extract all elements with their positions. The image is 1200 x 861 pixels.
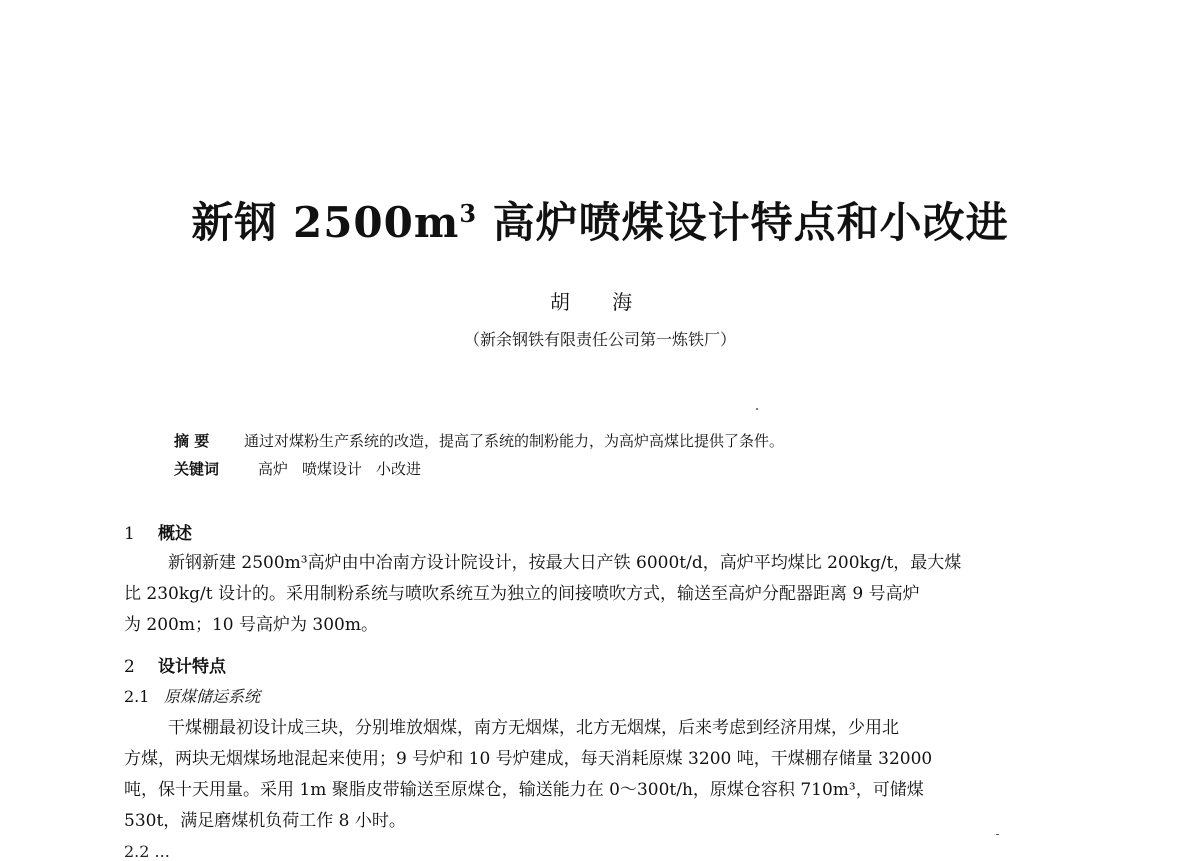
title-main: 新钢 2500m [191, 198, 460, 247]
section-title: 设计特点 [158, 657, 226, 677]
keyword-item: 高炉 [258, 460, 289, 478]
subsection-number: 2.1 [124, 687, 150, 706]
scan-speck [996, 834, 999, 835]
scan-speck [756, 408, 758, 410]
keywords [174, 458, 435, 479]
title-superscript: 3 [459, 199, 478, 228]
paragraph-line: 干煤棚最初设计成三块，分别堆放烟煤，南方无烟煤，北方无烟煤，后来考虑到经济用煤，少用北 [168, 718, 899, 738]
title-rest: 高炉喷煤设计特点和小改进 [477, 198, 1009, 247]
section-1-paragraph [124, 548, 1104, 648]
paragraph-line: 方煤，两块无烟煤场地混起来使用；9 号炉和 10 号炉建成，每天消耗原煤 3200 吨，干煤棚存储量 32000 [124, 749, 933, 769]
keyword-item: 喷煤设计 [302, 460, 363, 478]
section-2-heading [124, 652, 226, 677]
author: 胡 海 [549, 290, 651, 314]
paragraph-line: 吨，保十天用量。采用 1m 聚脂皮带输送至原煤仓，输送能力在 0～300t/h，原煤仓容积 710m³，可储煤 [124, 780, 924, 800]
subsection-title: 原煤储运系统 [164, 687, 261, 706]
paper-title [0, 190, 1200, 250]
section-title: 概述 [158, 524, 192, 544]
section-number: 1 [124, 524, 135, 544]
section-1-heading [124, 519, 192, 544]
keyword-item: 小改进 [376, 460, 422, 478]
cut-off-next-heading: 2.2 ... [124, 842, 170, 861]
abstract-label: 摘 要 [174, 432, 210, 450]
abstract [174, 430, 784, 451]
paragraph-line: 比 230kg/t 设计的。采用制粉系统与喷吹系统互为独立的间接喷吹方式，输送至高炉分配器距离 9 号高炉 [124, 584, 920, 604]
abstract-text: 通过对煤粉生产系统的改造，提高了系统的制粉能力，为高炉高煤比提供了条件。 [244, 432, 785, 450]
section-2-1-paragraph [124, 713, 1104, 841]
paragraph-line: 530t，满足磨煤机负荷工作 8 小时。 [124, 811, 406, 831]
paragraph-line: 为 200m；10 号高炉为 300m。 [124, 615, 378, 635]
paragraph-line: 新钢新建 2500m³高炉由中冶南方设计院设计，按最大日产铁 6000t/d，高炉平均煤比 200kg/t，最大煤 [168, 553, 962, 573]
section-2-1-heading [124, 684, 260, 707]
keywords-label: 关键词 [174, 460, 220, 478]
affiliation: （新余钢铁有限责任公司第一炼铁厂） [463, 330, 736, 349]
section-number: 2 [124, 657, 135, 677]
